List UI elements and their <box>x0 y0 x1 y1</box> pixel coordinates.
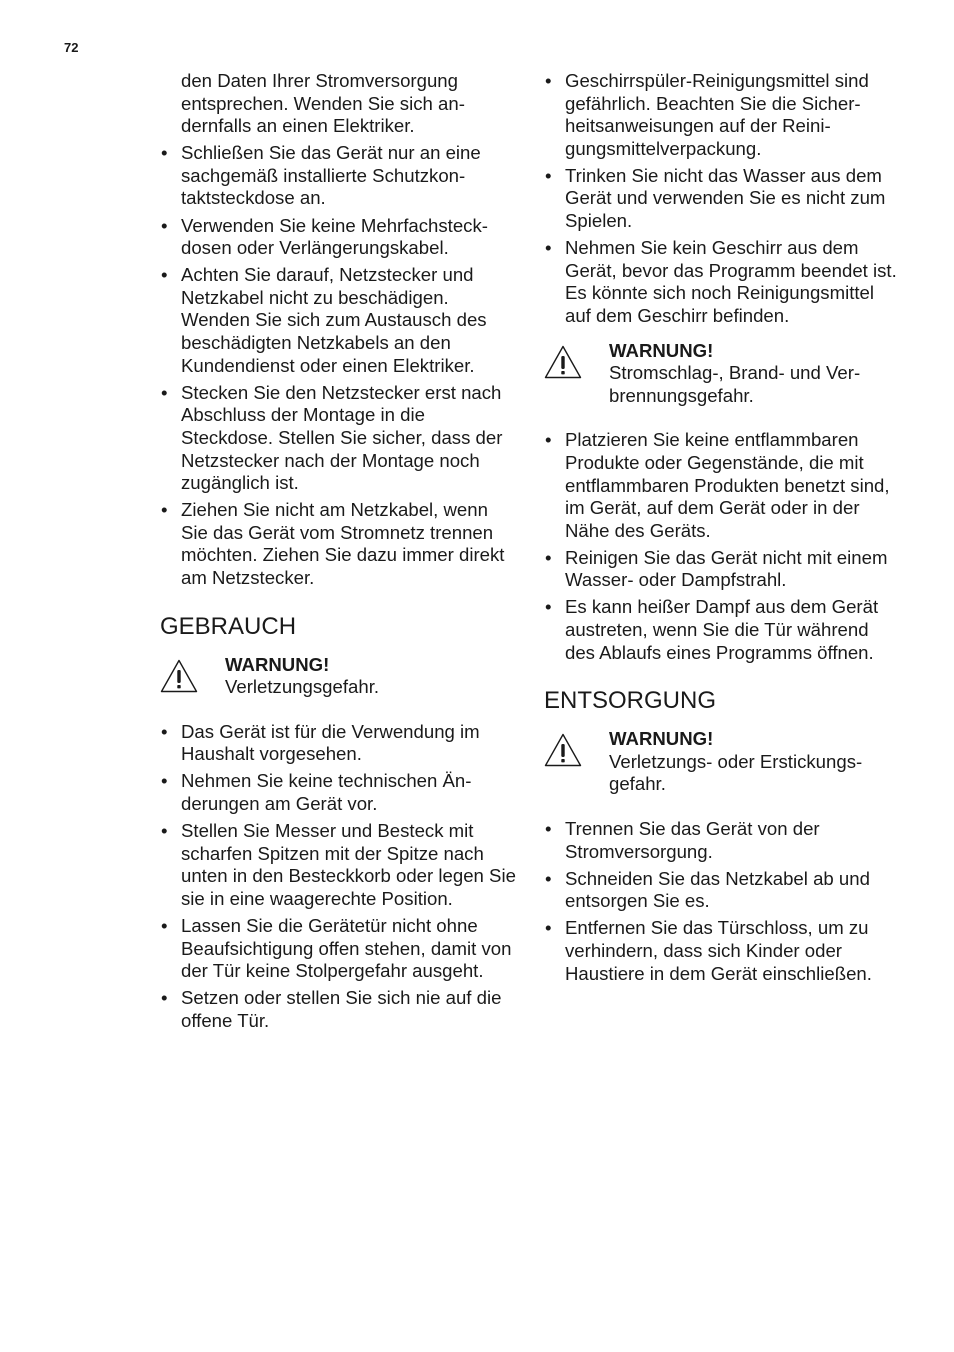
left-column <box>160 70 516 1037</box>
section-title-gebrauch: GEBRAUCH <box>160 612 297 640</box>
list-item: • Stellen Sie Messer und Besteck mit scharfen Spitzen mit der Spitze nach unten in den Besteckkorb oder legen Sie sie in eine waagerechte Position. <box>160 820 516 910</box>
list-item: • Platzieren Sie keine entflammbaren Produkte oder Gegenstände, die mit entflammbaren Produkten benetzt sind, im Gerät, auf dem Gerät oder in der Nähe des Geräts. <box>544 429 900 542</box>
list-item: • Stecken Sie den Netzstecker erst nach Abschluss der Montage in die Steckdose. Stellen Sie sicher, dass der Netzstecker nach der Montage noch zugänglich ist. <box>160 382 516 495</box>
list-item: • Schließen Sie das Gerät nur an eine sachgemäß installierte Schutzkontaktsteckdose an. <box>160 142 516 210</box>
list-item: • Nehmen Sie keine technischen Änderungen am Gerät vor. <box>160 770 516 815</box>
warning-triangle-icon <box>160 659 198 693</box>
list-item: • Entfernen Sie das Türschloss, um zu verhindern, dass sich Kinder oder Haustiere in dem Gerät einschließen. <box>544 917 900 985</box>
list-item: • Es kann heißer Dampf aus dem Gerät austreten, wenn Sie die Tür während des Ablaufs eines Programms öffnen. <box>544 596 900 664</box>
detergent-bullet-list <box>544 70 900 328</box>
list-item: • Achten Sie darauf, Netzstecker und Netzkabel nicht zu beschädigen. Wenden Sie sich zum Austausch des beschädigten Netzkabels an den Kundendienst oder einen Elektriker. <box>160 264 516 377</box>
warning-title: WARNUNG! <box>609 728 714 750</box>
warning-title: WARNUNG! <box>225 653 330 675</box>
safety-bullet-list <box>160 142 516 589</box>
warning-text: Verletzungsgefahr. <box>225 676 380 698</box>
warning-triangle-icon <box>544 345 582 379</box>
list-item: • Das Gerät ist für die Verwendung im Haushalt vorgesehen. <box>160 721 516 766</box>
page-number: 72 <box>64 40 79 55</box>
usage-bullet-list <box>160 721 516 1033</box>
list-item: • Geschirrspüler-Reinigungsmittel sind gefährlich. Beachten Sie die Sicherheitsanweisungen auf der Reinigungsmittelverpackung. <box>544 70 900 160</box>
warning-title: WARNUNG! <box>609 339 714 361</box>
warning-block <box>544 728 900 796</box>
list-item: • Verwenden Sie keine Mehrfachsteckdosen oder Verlängerungskabel. <box>160 215 516 260</box>
list-item: • Lassen Sie die Gerätetür nicht ohne Beaufsichtigung offen stehen, damit von der Tür keine Stolpergefahr ausgeht. <box>160 915 516 983</box>
warning-triangle-icon <box>544 733 582 767</box>
list-item: • Trennen Sie das Gerät von der Stromversorgung. <box>544 818 900 863</box>
disposal-bullet-list <box>544 818 900 985</box>
list-item: • Ziehen Sie nicht am Netzkabel, wenn Sie das Gerät vom Stromnetz trennen möchten. Ziehen Sie dazu immer direkt am Netzstecker. <box>160 499 516 589</box>
section-title-entsorgung: ENTSORGUNG <box>544 687 717 715</box>
lead-paragraph: den Daten Ihrer Stromversorgung entsprechen. Wenden Sie sich andernfalls an einen Elektriker. <box>181 70 465 137</box>
warning-block <box>160 654 516 699</box>
warning-block <box>544 340 900 408</box>
right-column <box>544 70 900 990</box>
list-item: • Setzen oder stellen Sie sich nie auf die offene Tür. <box>160 987 516 1032</box>
fire-safety-bullet-list <box>544 429 900 664</box>
list-item: • Nehmen Sie kein Geschirr aus dem Gerät, bevor das Programm beendet ist. Es könnte sich noch Reinigungsmittel auf dem Geschirr befinden. <box>544 237 900 327</box>
list-item: • Schneiden Sie das Netzkabel ab und entsorgen Sie es. <box>544 868 900 913</box>
list-item: • Trinken Sie nicht das Wasser aus dem Gerät und verwenden Sie es nicht zum Spielen. <box>544 165 900 233</box>
warning-text: Stromschlag-, Brand- und Verbrennungsgefahr. <box>609 362 861 406</box>
list-item: • Reinigen Sie das Gerät nicht mit einem Wasser- oder Dampfstrahl. <box>544 547 900 592</box>
warning-text: Verletzungs- oder Erstickungsgefahr. <box>609 750 863 795</box>
